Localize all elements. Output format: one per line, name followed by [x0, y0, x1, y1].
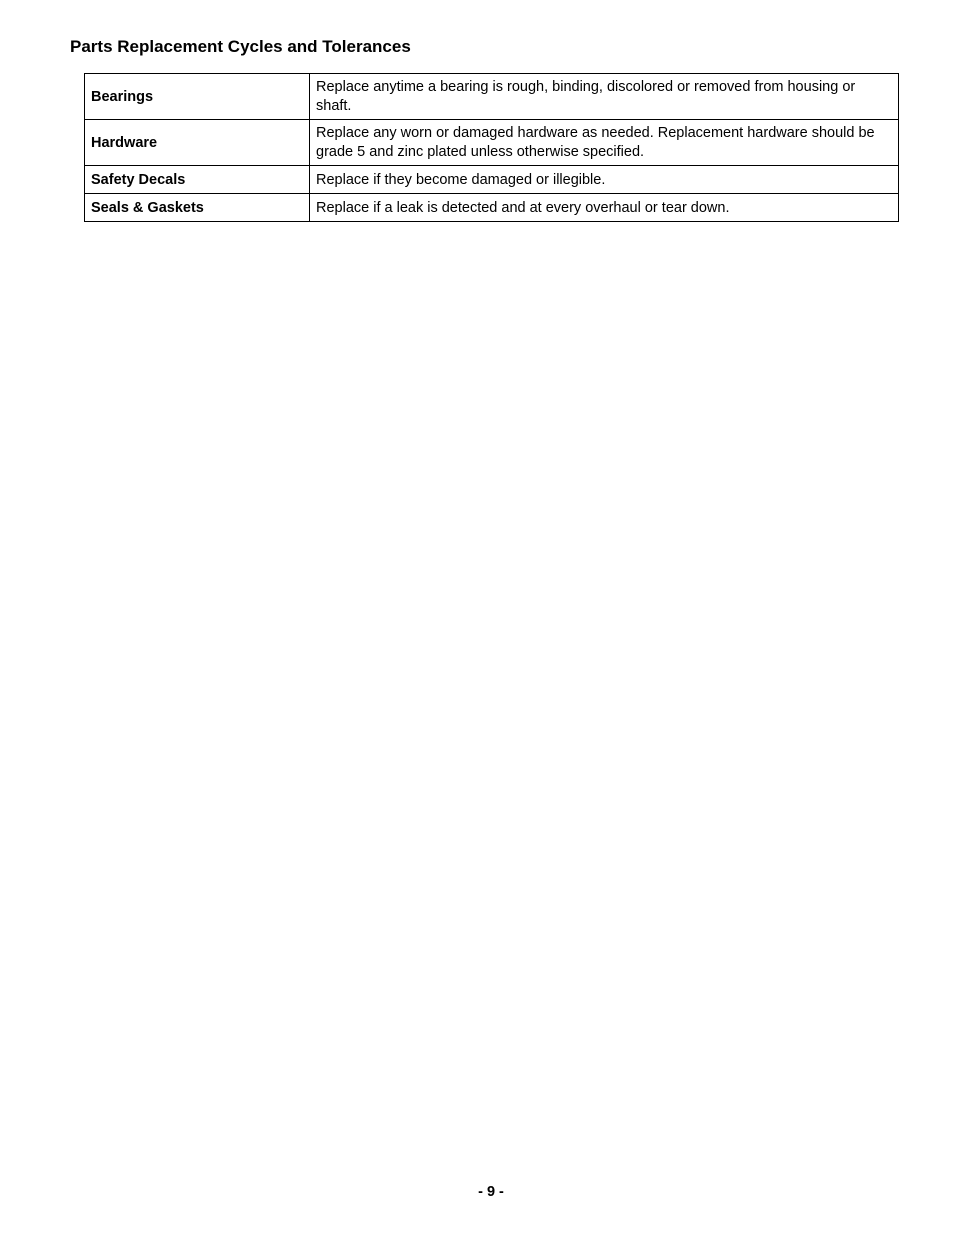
replacement-instruction-cell: Replace any worn or damaged hardware as needed. Replacement hardware should be grade 5 and zinc plated unless otherwise specified.	[310, 120, 899, 166]
table-row	[85, 74, 899, 120]
part-name-cell: Bearings	[85, 74, 310, 120]
part-name-cell: Seals & Gaskets	[85, 194, 310, 222]
page-number: - 9 -	[478, 1184, 504, 1200]
parts-replacement-table	[84, 73, 899, 222]
replacement-instruction-cell: Replace if a leak is detected and at every overhaul or tear down.	[310, 194, 899, 222]
table-row	[85, 194, 899, 222]
replacement-instruction-cell: Replace if they become damaged or illegible.	[310, 166, 899, 194]
table-row	[85, 120, 899, 166]
table-row	[85, 166, 899, 194]
replacement-instruction-cell: Replace anytime a bearing is rough, binding, discolored or removed from housing or shaft.	[310, 74, 899, 120]
part-name-cell: Hardware	[85, 120, 310, 166]
part-name-cell: Safety Decals	[85, 166, 310, 194]
page-title: Parts Replacement Cycles and Tolerances	[70, 37, 411, 56]
